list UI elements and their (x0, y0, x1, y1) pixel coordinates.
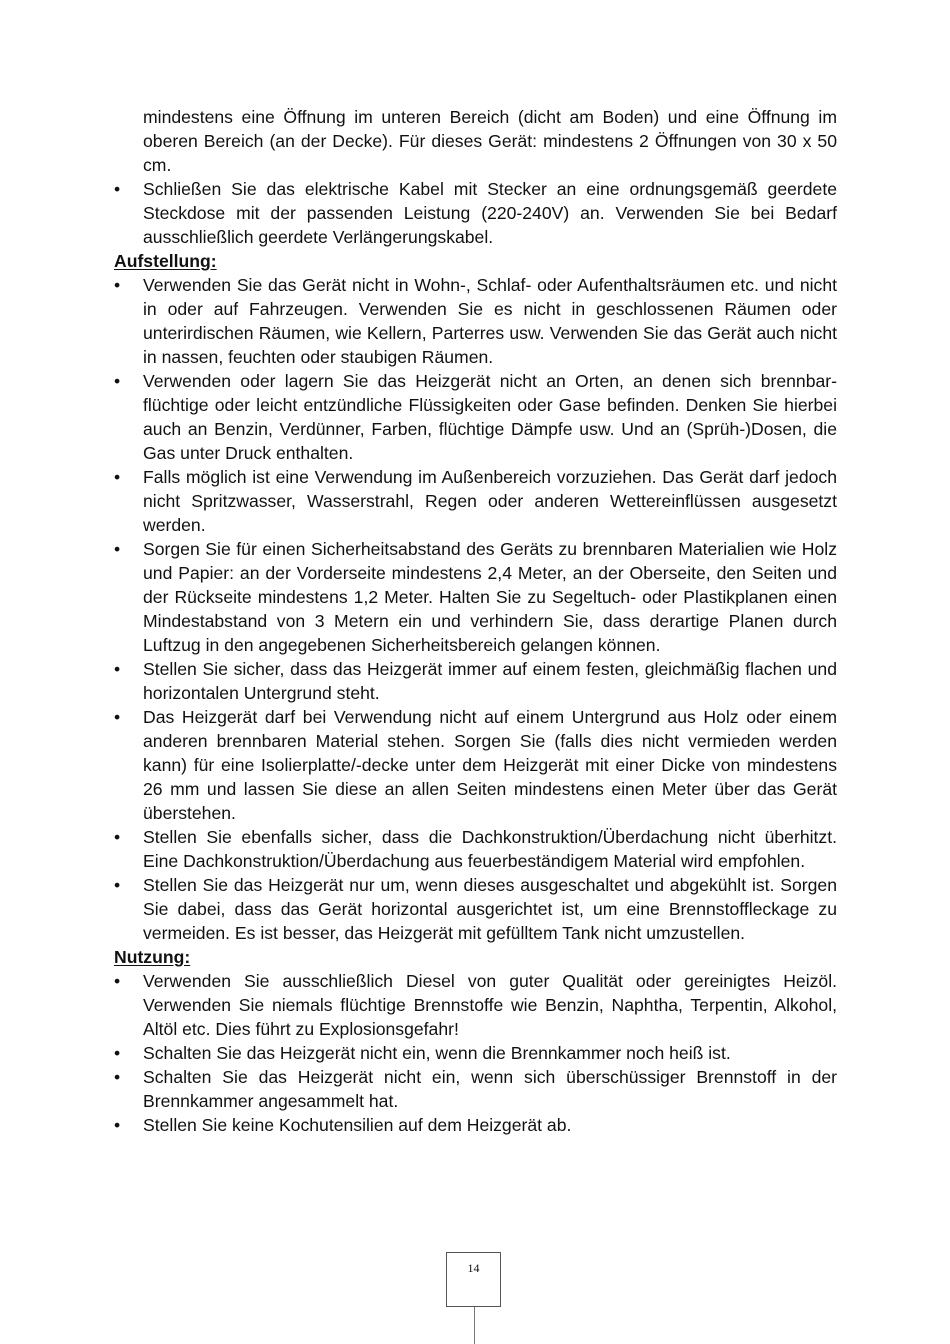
list-item-text: Stellen Sie ebenfalls sicher, dass die Dachkonstruktion/Überdachung nicht überhitzt. Eine Dachkonstruktion/Überdachung aus feuerbeständigem Material wird empfohlen. (143, 827, 837, 871)
bullet-icon: • (114, 1043, 121, 1063)
list-item (114, 1041, 837, 1065)
list-item-text: Stellen Sie das Heizgerät nur um, wenn dieses ausgeschaltet und abgekühlt ist. Sorgen Sie dabei, dass das Gerät horizontal ausgerichtet ist, um eine Brennstoffleckage zu vermeiden. Es ist besser, das Heizgerät mit gefülltem Tank nicht umzustellen. (143, 875, 837, 943)
page-content (114, 105, 837, 1137)
list-item (114, 177, 837, 249)
list-item-text: Verwenden Sie ausschließlich Diesel von guter Qualität oder gereinigtes Heizöl. Verwenden Sie niemals flüchtige Brennstoffe wie Benzin, Naphtha, Terpentin, Alkohol, Altöl etc. Dies führt zu Explosionsgefahr! (143, 971, 837, 1039)
page-number: 14 (467, 1261, 480, 1275)
list-item (114, 369, 837, 465)
bullet-icon: • (114, 827, 121, 847)
list-item (114, 465, 837, 537)
list-item (114, 1113, 837, 1137)
bullet-icon: • (114, 1115, 121, 1135)
continuation-paragraph: mindestens eine Öffnung im unteren Bereich (dicht am Boden) und eine Öffnung im oberen Bereich (an der Decke). Für dieses Gerät: mindestens 2 Öffnungen von 30 x 50 cm. (143, 107, 837, 175)
bullet-icon: • (114, 971, 121, 991)
list-item (114, 969, 837, 1041)
bullet-icon: • (114, 875, 121, 895)
bullet-icon: • (114, 371, 121, 391)
list-item-text: Verwenden Sie das Gerät nicht in Wohn-, Schlaf- oder Aufenthaltsräumen etc. und nicht in oder auf Fahrzeugen. Verwenden Sie es nicht in geschlossenen Räumen oder unterirdischen Räumen, wie Kellern, Parterres usw. Verwenden Sie das Gerät auch nicht in nassen, feuchten oder staubigen Räumen. (143, 275, 837, 367)
list-item-text: Stellen Sie sicher, dass das Heizgerät immer auf einem festen, gleichmäßig flachen und horizontalen Untergrund steht. (143, 659, 837, 703)
bullet-icon: • (114, 275, 121, 295)
list-item (114, 1065, 837, 1113)
list-item (114, 273, 837, 369)
list-item-text: Verwenden oder lagern Sie das Heizgerät nicht an Orten, an denen sich brennbar-flüchtige oder leicht entzündliche Flüssigkeiten oder Gase befinden. Denken Sie hierbei auch an Benzin, Verdünner, Farben, flüchtige Dämpfe usw. Und an (Sprüh-)Dosen, die Gas unter Druck enthalten. (143, 371, 837, 463)
bullet-icon: • (114, 659, 121, 679)
bullet-icon: • (114, 1067, 121, 1087)
list-item-text: Schalten Sie das Heizgerät nicht ein, wenn sich überschüssiger Brennstoff in der Brennkammer angesammelt hat. (143, 1067, 837, 1111)
bullet-icon: • (114, 179, 121, 199)
list-item (114, 825, 837, 873)
list-item (114, 705, 837, 825)
list-item (114, 537, 837, 657)
page-number-box (446, 1252, 501, 1307)
list-item (114, 873, 837, 945)
page-number-divider (474, 1307, 475, 1344)
bullet-icon: • (114, 707, 121, 727)
section-heading-nutzung: Nutzung: (114, 947, 191, 967)
list-item-text: Falls möglich ist eine Verwendung im Außenbereich vorzuziehen. Das Gerät darf jedoch nicht Spritzwasser, Wasserstrahl, Regen oder anderen Wettereinflüssen ausgesetzt werden. (143, 467, 837, 535)
list-item (114, 657, 837, 705)
section-heading-aufstellung: Aufstellung: (114, 251, 217, 271)
list-item-text: Schalten Sie das Heizgerät nicht ein, wenn die Brennkammer noch heiß ist. (143, 1043, 731, 1063)
bullet-icon: • (114, 467, 121, 487)
list-item-text: Das Heizgerät darf bei Verwendung nicht auf einem Untergrund aus Holz oder einem anderen brennbaren Material stehen. Sorgen Sie (falls dies nicht vermieden werden kann) für eine Isolierplatte/-decke unter dem Heizgerät mit einer Dicke von mindestens 26 mm und lassen Sie diese an allen Seiten mindestens einen Meter über das Gerät überstehen. (143, 707, 837, 823)
bullet-icon: • (114, 539, 121, 559)
list-item-text: Stellen Sie keine Kochutensilien auf dem Heizgerät ab. (143, 1115, 572, 1135)
list-item-text: Sorgen Sie für einen Sicherheitsabstand des Geräts zu brennbaren Materialien wie Holz und Papier: an der Vorderseite mindestens 2,4 Meter, an der Oberseite, den Seiten und der Rückseite mindestens 1,2 Meter. Halten Sie zu Segeltuch- oder Plastikplanen einen Mindestabstand von 3 Metern ein und verhindern Sie, dass derartige Planen durch Luftzug in den angegebenen Sicherheitsbereich gelangen können. (143, 539, 837, 655)
list-item-text: Schließen Sie das elektrische Kabel mit Stecker an eine ordnungsgemäß geerdete Steckdose mit der passenden Leistung (220-240V) an. Verwenden Sie bei Bedarf ausschließlich geerdete Verlängerungskabel. (143, 179, 837, 247)
